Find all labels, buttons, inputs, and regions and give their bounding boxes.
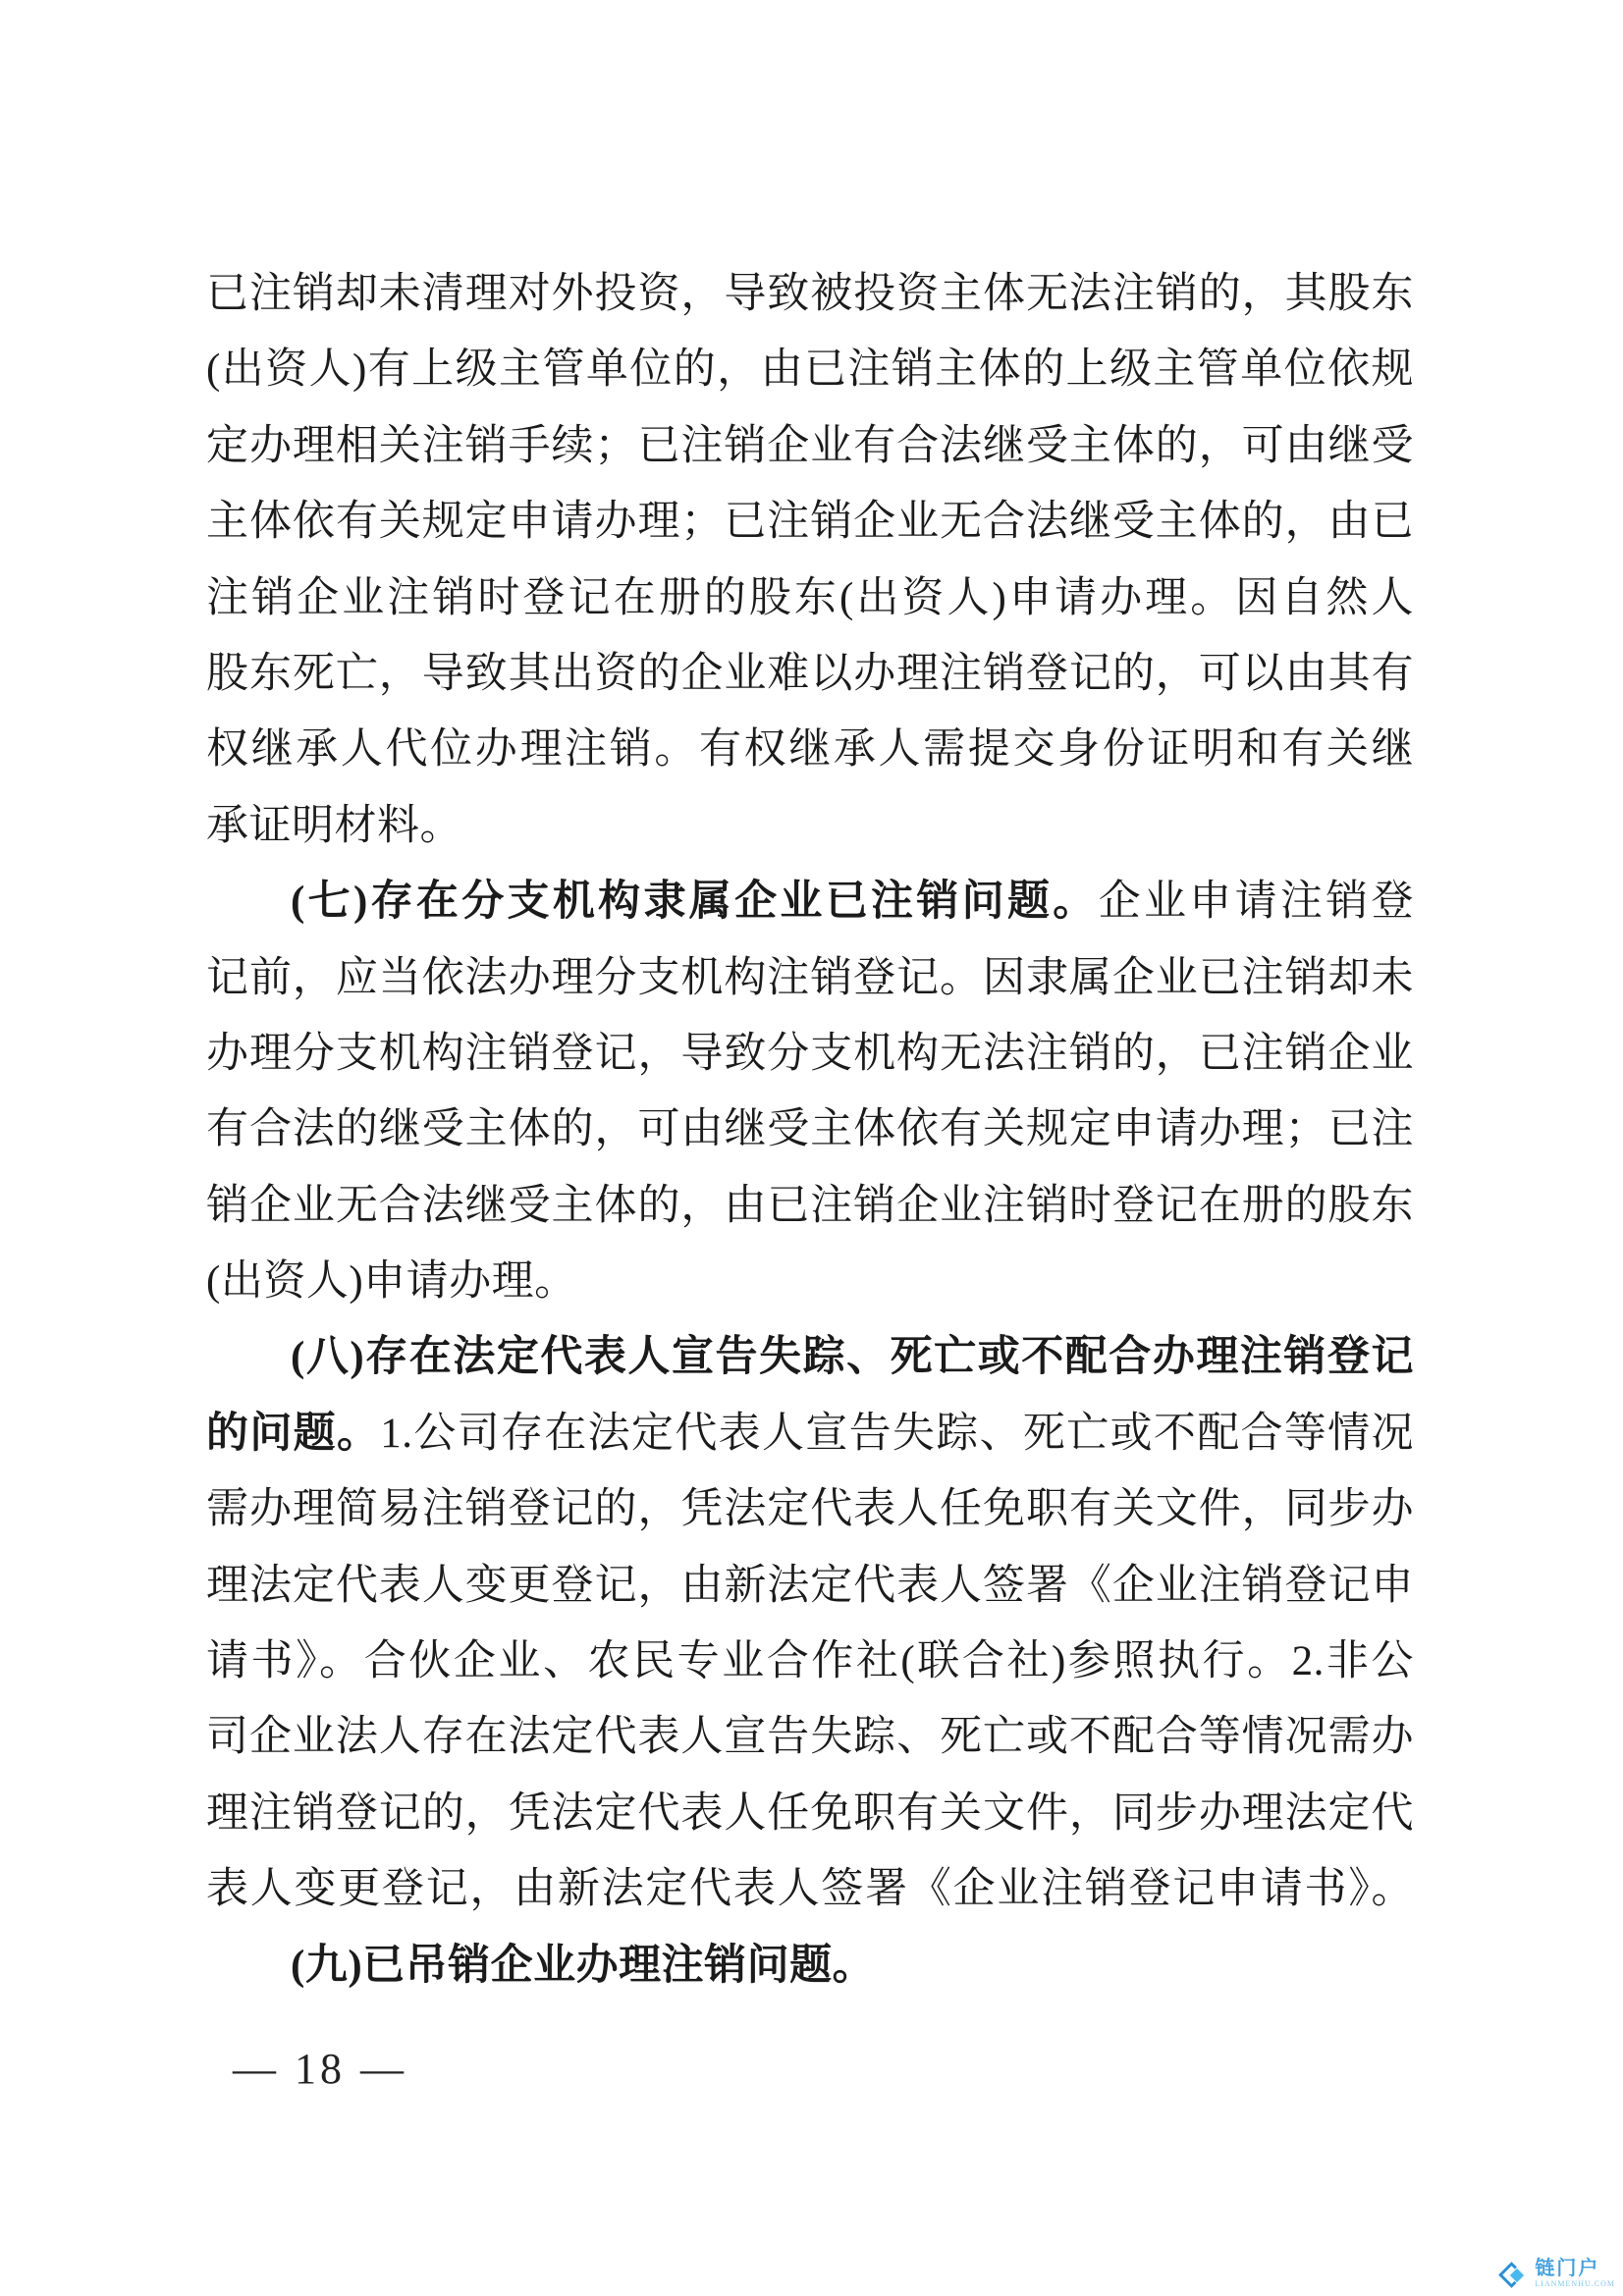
- text-segment: 记前，应当依法办理分支机构注销登记。因隶属企业已注销却未: [206, 954, 1414, 1001]
- text-segment: 有合法的继受主体的，可由继受主体依有关规定申请办理；已注: [206, 1106, 1414, 1153]
- text-segment: 表人变更登记，由新法定代表人签署《企业注销登记申请书》。: [206, 1866, 1414, 1913]
- text-line: [206, 1624, 1414, 1699]
- text-segment: 需办理简易注销登记的，凭法定代表人任免职有关文件，同步办: [206, 1486, 1414, 1533]
- text-line: [206, 1016, 1414, 1092]
- text-line-heading-7: [206, 864, 1414, 939]
- text-line: [206, 408, 1414, 484]
- text-line: [206, 1548, 1414, 1624]
- text-line: [206, 1168, 1414, 1244]
- text-segment: 注销企业注销时登记在册的股东(出资人)申请办理。因自然人: [206, 574, 1414, 621]
- text-line: [206, 940, 1414, 1016]
- text-line: [206, 1396, 1414, 1471]
- text-segment: 权继承人代位办理注销。有权继承人需提交身份证明和有关继: [206, 726, 1414, 774]
- document-body: [206, 256, 1414, 2003]
- text-line: [206, 1699, 1414, 1775]
- text-line: [206, 636, 1414, 712]
- heading-segment: (七)存在分支机构隶属企业已注销问题。: [291, 879, 1099, 926]
- text-line-heading-9: [206, 1928, 1414, 2003]
- text-segment: 理法定代表人变更登记，由新法定代表人签署《企业注销登记申: [206, 1562, 1414, 1609]
- text-segment: (出资人)有上级主管单位的，由已注销主体的上级主管单位依规: [206, 347, 1414, 394]
- text-line: [206, 256, 1414, 332]
- text-line: [206, 788, 1414, 864]
- heading-segment: (九)已吊销企业办理注销问题。: [291, 1942, 876, 1989]
- text-line: [206, 712, 1414, 787]
- heading-segment: (八)存在法定代表人宣告失踪、死亡或不配合办理注销登记: [291, 1334, 1414, 1381]
- text-line: [206, 1471, 1414, 1547]
- text-segment: 企业申请注销登: [1098, 879, 1414, 926]
- text-line: [206, 561, 1414, 636]
- watermark-name: 链门户: [1535, 2258, 1600, 2279]
- text-segment: 司企业法人存在法定代表人宣告失踪、死亡或不配合等情况需办: [206, 1714, 1414, 1761]
- text-segment: 办理分支机构注销登记，导致分支机构无法注销的，已注销企业: [206, 1030, 1414, 1077]
- text-line: [206, 1244, 1414, 1319]
- text-segment: 请书》。合伙企业、农民专业合作社(联合社)参照执行。2.非公: [206, 1638, 1414, 1685]
- text-segment: 承证明材料。: [206, 802, 462, 849]
- text-segment: 1.公司存在法定代表人宣告失踪、死亡或不配合等情况: [380, 1410, 1414, 1457]
- text-segment: 定办理相关注销手续；已注销企业有合法继受主体的，可由继受: [206, 422, 1414, 469]
- lianmenhu-logo-icon: [1498, 2259, 1528, 2288]
- watermark-domain: LIANMENHU.COM: [1535, 2279, 1615, 2288]
- text-line: [206, 1776, 1414, 1851]
- text-segment: 主体依有关规定申请办理；已注销企业无合法继受主体的，由已: [206, 499, 1414, 546]
- text-line: [206, 1092, 1414, 1167]
- text-line: [206, 1851, 1414, 1927]
- watermark-logo: [1498, 2259, 1615, 2288]
- text-line: [206, 484, 1414, 560]
- watermark-text: [1535, 2259, 1615, 2288]
- text-segment: (出资人)申请办理。: [206, 1258, 577, 1306]
- text-line: [206, 332, 1414, 407]
- text-segment: 理注销登记的，凭法定代表人任免职有关文件，同步办理法定代: [206, 1789, 1414, 1837]
- text-segment: 股东死亡，导致其出资的企业难以办理注销登记的，可以由其有: [206, 650, 1414, 697]
- page-number: — 18 —: [233, 2045, 407, 2093]
- heading-segment: 的问题。: [206, 1410, 381, 1457]
- text-segment: 销企业无合法继受主体的，由已注销企业注销时登记在册的股东: [206, 1182, 1414, 1229]
- text-line-heading-8: [206, 1319, 1414, 1395]
- text-segment: 已注销却未清理对外投资，导致被投资主体无法注销的，其股东: [206, 271, 1414, 317]
